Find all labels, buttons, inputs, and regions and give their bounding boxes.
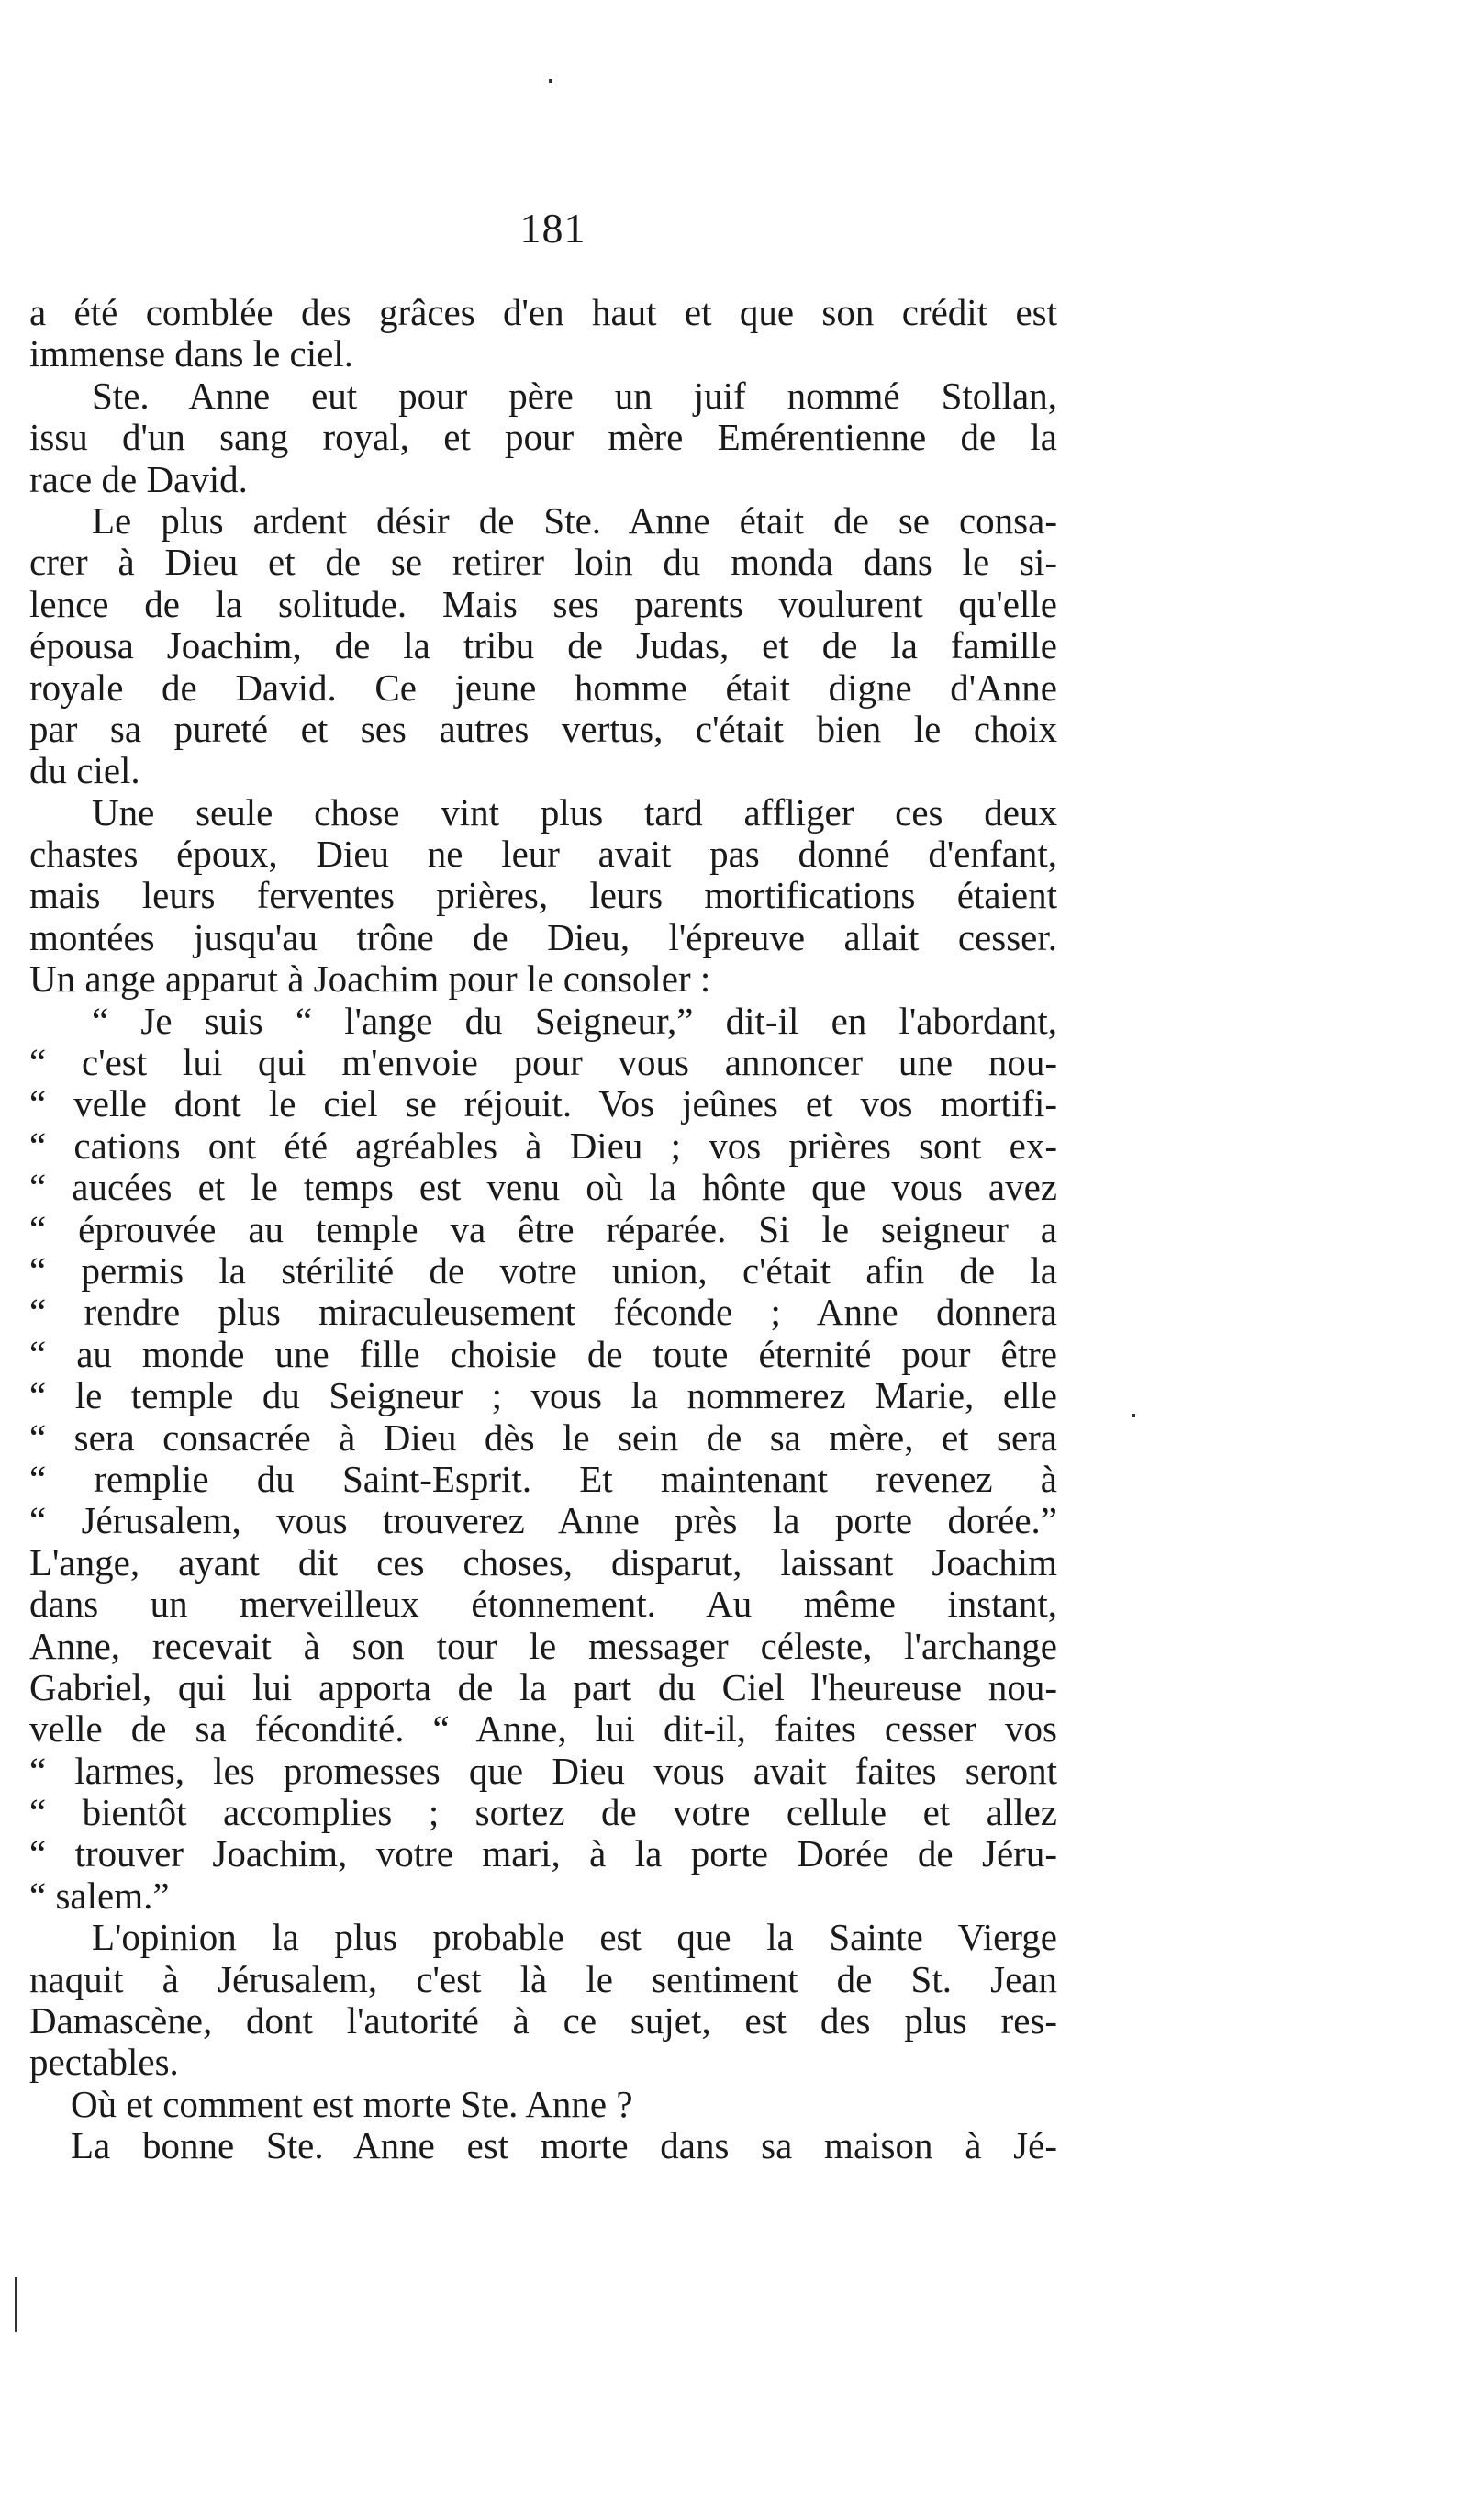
text-line: Le plus ardent désir de Ste. Anne était de se consa-	[92, 498, 1057, 542]
text-line: Un ange apparut à Joachim pour le consoler :	[29, 957, 711, 1001]
text-line: “ trouver Joachim, votre mari, à la porte Dorée de Jéru-	[29, 1832, 1057, 1875]
text-line: “ permis la stérilité de votre union, c'était afin de la	[29, 1248, 1057, 1292]
text-line: “ sera consacrée à Dieu dès le sein de sa mère, et sera	[29, 1416, 1057, 1459]
margin-mark	[1132, 1414, 1135, 1417]
text-line: “ remplie du Saint-Esprit. Et maintenant revenez à	[29, 1457, 1057, 1500]
text-line: pectables.	[29, 2041, 179, 2084]
text-line: chastes époux, Dieu ne leur avait pas donné d'enfant,	[29, 833, 1057, 876]
text-line: “ bientôt accomplies ; sortez de votre cellule et allez	[29, 1791, 1057, 1834]
text-line: velle de sa fécondité. “ Anne, lui dit-il, faites cesser vos	[29, 1707, 1057, 1751]
text-line: L'ange, ayant dit ces choses, disparut, laissant Joachim	[29, 1540, 1057, 1584]
text-line: issu d'un sang royal, et pour mère Emérentienne de la	[29, 416, 1057, 459]
text-line: naquit à Jérusalem, c'est là le sentiment de St. Jean	[29, 1957, 1057, 2000]
text-line: race de David.	[29, 457, 248, 500]
text-line: L'opinion la plus probable est que la Sainte Vierge	[92, 1916, 1057, 1959]
page-number: 181	[519, 205, 586, 252]
text-line: épousa Joachim, de la tribu de Judas, et de la famille	[29, 624, 1057, 667]
margin-mark	[549, 79, 552, 83]
text-line: “ c'est lui qui m'envoie pour vous annoncer une nou-	[29, 1041, 1057, 1084]
text-line: lence de la solitude. Mais ses parents voulurent qu'elle	[29, 582, 1057, 625]
text-line: “ éprouvée au temple va être réparée. Si le seigneur a	[29, 1207, 1057, 1250]
text-line: immense dans le ciel.	[29, 332, 353, 375]
text-line: Ste. Anne eut pour père un juif nommé Stollan,	[92, 374, 1057, 417]
text-line: Où et comment est morte Ste. Anne ?	[71, 2082, 633, 2125]
text-line: “ larmes, les promesses que Dieu vous avait faites seront	[29, 1749, 1057, 1792]
text-line: Anne, recevait à son tour le messager céleste, l'archange	[29, 1624, 1057, 1667]
text-line: du ciel.	[29, 749, 140, 792]
text-line: “ cations ont été agréables à Dieu ; vos prières sont ex-	[29, 1124, 1057, 1167]
body-text	[29, 292, 1057, 2167]
text-line: mais leurs ferventes prières, leurs mortifications étaient	[29, 874, 1057, 917]
text-line: Une seule chose vint plus tard affliger ces deux	[92, 790, 1057, 834]
text-line: montées jusqu'au trône de Dieu, l'épreuve allait cesser.	[29, 915, 1057, 958]
text-line: Gabriel, qui lui apporta de la part du Ciel l'heureuse nou-	[29, 1665, 1057, 1708]
text-line: royale de David. Ce jeune homme était digne d'Anne	[29, 666, 1057, 709]
text-line: La bonne Ste. Anne est morte dans sa maison à Jé-	[71, 2124, 1057, 2167]
text-line: Damascène, dont l'autorité à ce sujet, est des plus res-	[29, 1999, 1057, 2043]
text-line: “ salem.”	[29, 1874, 170, 1917]
text-line: “ aucées et le temps est venu où la hônte que vous avez	[29, 1166, 1057, 1209]
text-line: “ Jérusalem, vous trouverez Anne près la porte dorée.”	[29, 1499, 1057, 1542]
text-line: a été comblée des grâces d'en haut et que son crédit est	[29, 291, 1057, 333]
text-line: “ rendre plus miraculeusement féconde ; Anne donnera	[29, 1291, 1057, 1334]
text-line: par sa pureté et ses autres vertus, c'était bien le choix	[29, 707, 1057, 750]
text-line: “ Je suis “ l'ange du Seigneur,” dit-il en l'abordant,	[92, 999, 1057, 1042]
text-line: crer à Dieu et de se retirer loin du monda dans le si-	[29, 541, 1057, 584]
text-line: dans un merveilleux étonnement. Au même instant,	[29, 1583, 1057, 1626]
text-line: “ au monde une fille choisie de toute éternité pour être	[29, 1332, 1057, 1375]
text-line: “ velle dont le ciel se réjouit. Vos jeûnes et vos mortifi-	[29, 1082, 1057, 1125]
text-line: “ le temple du Seigneur ; vous la nommerez Marie, elle	[29, 1374, 1057, 1417]
margin-mark	[15, 2277, 17, 2332]
